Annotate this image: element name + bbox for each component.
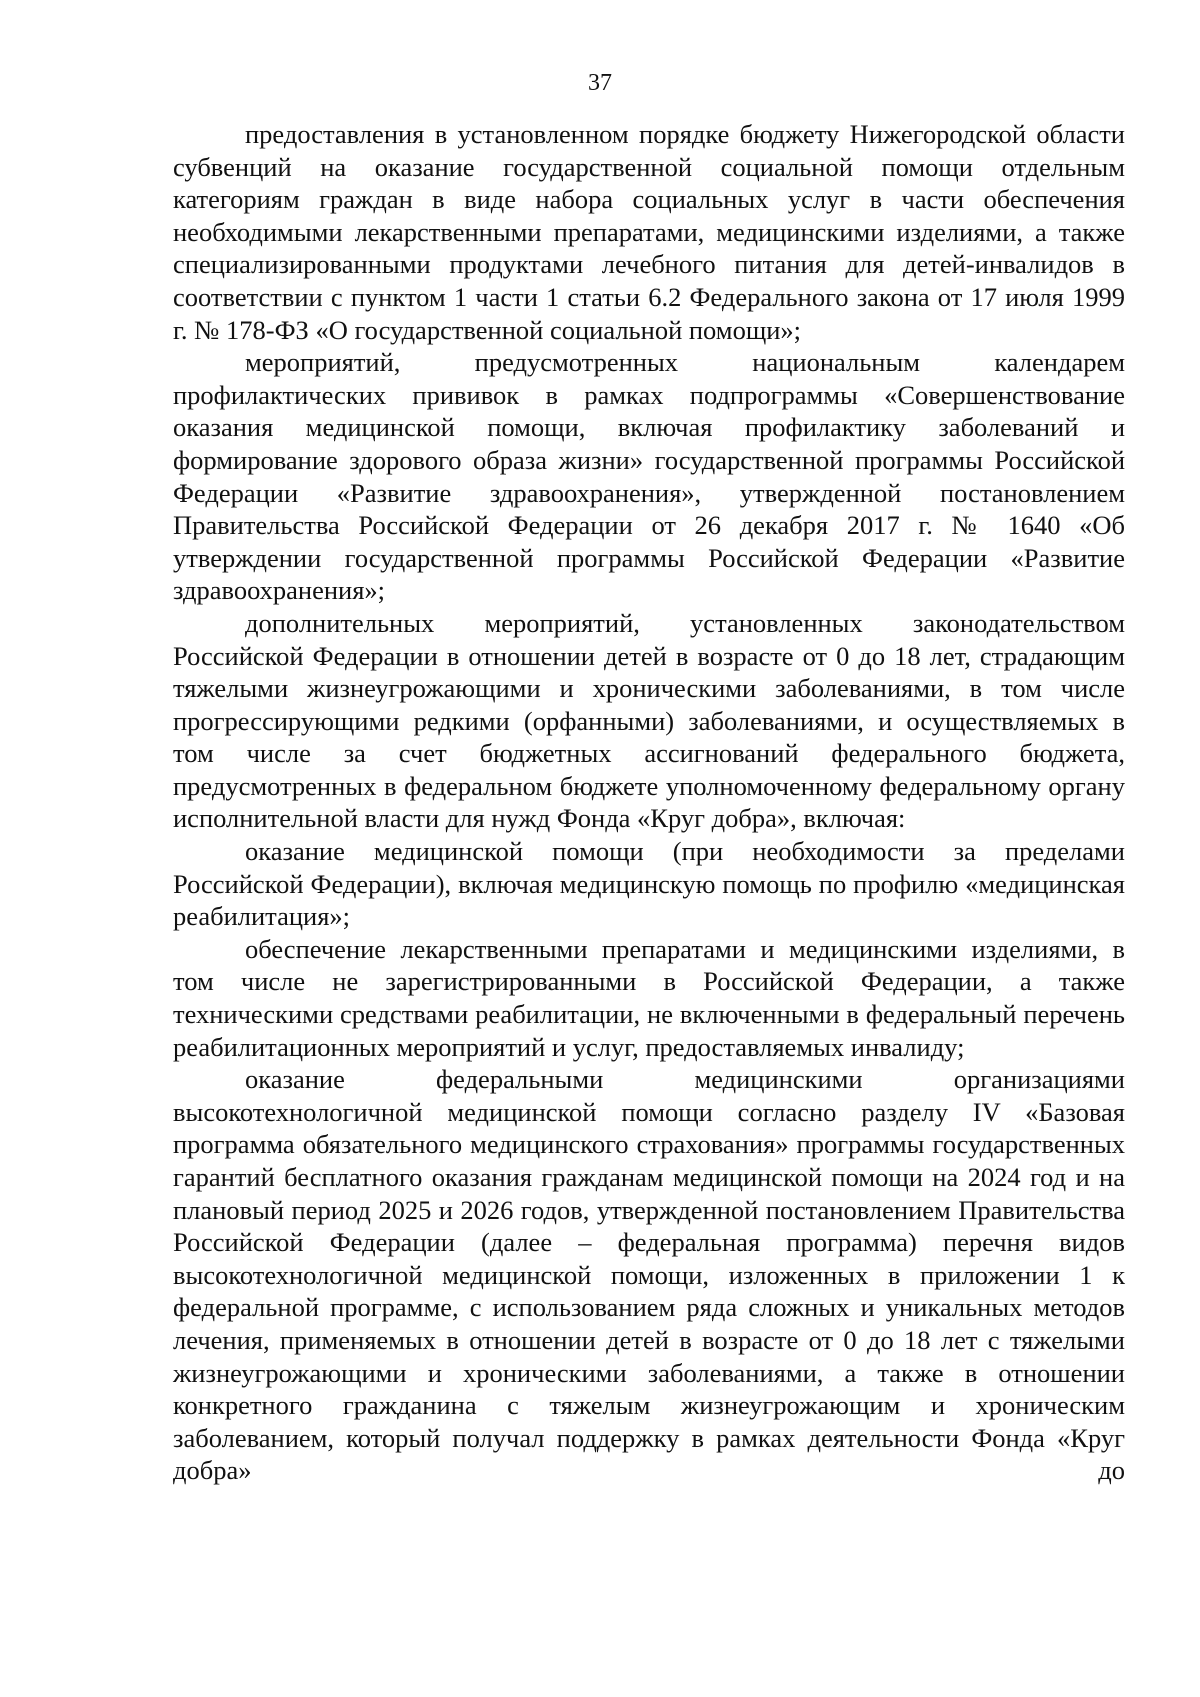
paragraph-medical-care: оказание медицинской помощи (при необходимости за пределами Российской Федерации), включая медицинскую помощь по профилю «медицинская реабилитация»; xyxy=(173,836,1125,932)
document-body xyxy=(173,118,1125,1487)
paragraph-subventions: предоставления в установленном порядке бюджету Нижегородской области субвенций на оказание государственной социальной помощи отдельным категориям граждан в виде набора социальных услуг в части обеспечения необходимыми лекарственными препаратами, медицинскими изделиями, а также специализированными продуктами лечебного питания для детей-инвалидов в соответствии с пунктом 1 части 1 статьи 6.2 Федерального закона от 17 июля 1999 г. № 178-ФЗ «О государственной социальной помощи»; xyxy=(173,119,1125,345)
page-number: 37 xyxy=(588,70,612,96)
paragraph-high-tech-care: оказание федеральными медицинскими организациями высокотехнологичной медицинской помощи согласно разделу IV «Базовая программа обязательного медицинского страхования» программы государственных гарантий бесплатного оказания гражданам медицинской помощи на 2024 год и на плановый период 2025 и 2026 годов, утвержденной постановлением Правительства Российской Федерации (далее – федеральная программа) перечня видов высокотехнологичной медицинской помощи, изложенных в приложении 1 к федеральной программе, с использованием ряда сложных и уникальных методов лечения, применяемых в отношении детей в возрасте от 0 до 18 лет с тяжелыми жизнеугрожающими и хроническими заболеваниями, а также в отношении конкретного гражданина с тяжелым жизнеугрожающим и хроническим заболеванием, который получал поддержку в рамках деятельности Фонда «Круг добра» до xyxy=(173,1064,1125,1486)
paragraph-drug-provision: обеспечение лекарственными препаратами и медицинскими изделиями, в том числе не зарегистрированными в Российской Федерации, а также техническими средствами реабилитации, не включенными в федеральный перечень реабилитационных мероприятий и услуг, предоставляемых инвалиду; xyxy=(173,933,1125,1062)
paragraph-vaccination-calendar: мероприятий, предусмотренных национальным календарем профилактических прививок в рамках подпрограммы «Совершенствование оказания медицинской помощи, включая профилактику заболеваний и формирование здорового образа жизни» государственной программы Российской Федерации «Развитие здравоохранения», утвержденной постановлением Правительства Российской Федерации от 26 декабря 2017 г. № 1640 «Об утверждении государственной программы Российской Федерации «Развитие здравоохранения»; xyxy=(173,347,1125,606)
paragraph-additional-measures: дополнительных мероприятий, установленных законодательством Российской Федерации в отношении детей в возрасте от 0 до 18 лет, страдающим тяжелыми жизнеугрожающими и хроническими заболеваниями, в том числе прогрессирующими редкими (орфанными) заболеваниями, и осуществляемых в том числе за счет бюджетных ассигнований федерального бюджета, предусмотренных в федеральном бюджете уполномоченному федеральному органу исполнительной власти для нужд Фонда «Круг добра», включая: xyxy=(173,607,1125,834)
